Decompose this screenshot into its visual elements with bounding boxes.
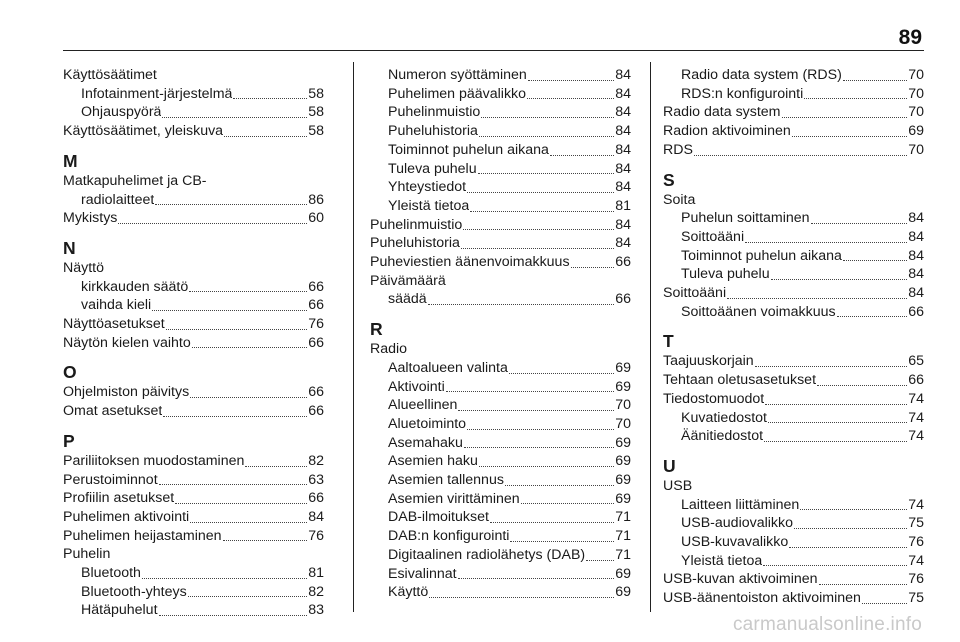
index-subentry[interactable] (370, 434, 631, 453)
dot-leader (771, 279, 908, 280)
entry-text: vaihda kieli (81, 297, 152, 314)
entry-text: Alueellinen (388, 397, 458, 414)
entry-text: Pariliitoksen muodostaminen (63, 452, 245, 469)
page-ref: 65 (908, 353, 924, 370)
dot-leader (586, 560, 614, 561)
page-ref: 70 (908, 67, 924, 83)
dot-leader (768, 422, 907, 423)
page-ref: 70 (908, 141, 924, 158)
page-ref: 76 (908, 534, 924, 551)
index-heading: USB (663, 477, 693, 494)
page-ref: 74 (908, 552, 924, 569)
page-ref: 76 (308, 316, 324, 333)
index-entry[interactable] (63, 527, 324, 546)
index-heading: Käyttösäätimet (63, 67, 157, 83)
index-subentry[interactable] (663, 66, 924, 85)
index-letter-heading: M (63, 150, 78, 171)
index-entry[interactable] (63, 122, 324, 141)
entry-text: Tuleva puhelu (681, 266, 770, 283)
entry-text: Puhelimen aktivointi (63, 508, 190, 525)
index-subentry[interactable] (663, 427, 924, 446)
page-ref: 71 (615, 546, 631, 563)
index-letter-heading: P (63, 430, 75, 451)
dot-leader (159, 615, 308, 616)
dot-leader (162, 117, 307, 118)
entry-text: Omat asetukset (63, 403, 163, 420)
entry-text: säädä (388, 291, 427, 308)
entry-text: Puheluhistoria (370, 235, 460, 252)
index-letter-heading: T (663, 331, 674, 352)
dot-leader (843, 80, 907, 81)
dot-leader (490, 522, 614, 523)
dot-leader (509, 373, 614, 374)
page-ref: 84 (908, 266, 924, 283)
entry-text: USB-äänentoiston aktivoiminen (663, 590, 861, 607)
entry-text: Asemien tallennus (388, 472, 504, 489)
page-ref: 84 (615, 67, 631, 83)
page-ref: 75 (908, 515, 924, 532)
entry-text: Bluetooth (81, 565, 141, 582)
dot-leader (163, 416, 307, 417)
entry-text: Perustoiminnot (63, 471, 158, 488)
dot-leader (175, 503, 307, 504)
watermark: carmanualsonline.info (732, 614, 922, 635)
entry-text: Yhteystiedot (388, 179, 467, 196)
index-subentry[interactable] (63, 296, 324, 315)
entry-text: Digitaalinen radiolähetys (DAB) (388, 546, 586, 563)
page-ref: 81 (615, 197, 631, 214)
dot-leader (461, 248, 614, 249)
index-subentry[interactable] (370, 160, 631, 179)
page-ref: 69 (615, 490, 631, 507)
index-subentry[interactable] (370, 527, 631, 546)
page-ref: 84 (615, 123, 631, 140)
entry-text: Radio data system (663, 104, 781, 121)
entry-text: radiolaitteet (81, 191, 155, 208)
index-subentry[interactable] (663, 514, 924, 533)
index-subentry[interactable] (663, 409, 924, 428)
page-ref: 84 (615, 104, 631, 121)
page-ref: 82 (308, 452, 324, 469)
dot-leader (190, 397, 307, 398)
entry-text: Soittoäänen voimakkuus (681, 303, 836, 320)
entry-text: Hätäpuhelut (81, 602, 158, 619)
page-number: 89 (898, 26, 922, 49)
dot-leader (155, 204, 307, 205)
index-subentry[interactable] (663, 85, 924, 104)
index-letter-heading: O (63, 362, 77, 383)
entry-text: Bluetooth-yhteys (81, 583, 187, 600)
page-ref: 84 (615, 85, 631, 102)
dot-leader (571, 267, 615, 268)
entry-text: Puheviestien äänenvoimakkuus (370, 254, 570, 271)
dot-leader (862, 603, 907, 604)
index-subentry[interactable] (370, 415, 631, 434)
page-ref: 84 (615, 216, 631, 233)
entry-text: Puhelinmuistio (388, 104, 481, 121)
page-ref: 75 (908, 590, 924, 607)
page-ref: 69 (615, 359, 631, 376)
entry-text: Aluetoiminto (388, 415, 467, 432)
entry-text: Soittoääni (681, 228, 745, 245)
dot-leader (233, 98, 307, 99)
dot-leader (764, 441, 907, 442)
index-column-3 (663, 66, 924, 608)
index-subentry[interactable] (63, 601, 324, 620)
index-subentry[interactable] (663, 265, 924, 284)
page-ref: 66 (308, 490, 324, 507)
dot-leader (817, 385, 907, 386)
dot-leader (188, 596, 308, 597)
page-ref: 66 (615, 254, 631, 271)
page-ref: 69 (615, 378, 631, 395)
entry-text: Profiilin asetukset (63, 490, 175, 507)
index-subentry[interactable] (63, 278, 324, 297)
index-entry[interactable] (663, 141, 924, 160)
index-subentry[interactable] (370, 359, 631, 378)
page-ref: 84 (308, 508, 324, 525)
entry-text: Tehtaan oletusasetukset (663, 372, 817, 389)
index-subentry[interactable] (663, 247, 924, 266)
entry-text: Käyttösäätimet, yleiskuva (63, 123, 224, 140)
dot-leader (118, 223, 307, 224)
page-ref: 74 (908, 496, 924, 513)
entry-text: Asemien virittäminen (388, 490, 520, 507)
dot-leader (765, 404, 907, 405)
index-heading: Näyttö (63, 259, 105, 276)
page-ref: 58 (308, 104, 324, 121)
page-ref: 63 (308, 471, 324, 488)
dot-leader (794, 528, 907, 529)
entry-text: Radion aktivoiminen (663, 123, 791, 140)
entry-text: DAB:n konfigurointi (388, 528, 510, 545)
entry-text: Puheluhistoria (388, 123, 478, 140)
index-subentry[interactable] (370, 85, 631, 104)
page-ref: 84 (615, 235, 631, 252)
index-subentry[interactable] (370, 565, 631, 584)
index-subentry[interactable] (63, 583, 324, 602)
index-heading: Puhelin (63, 546, 111, 563)
dot-leader (792, 136, 907, 137)
page-ref: 69 (615, 584, 631, 601)
index-entry[interactable] (63, 315, 324, 334)
index-entry[interactable] (663, 103, 924, 122)
dot-leader (467, 192, 614, 193)
dot-leader (528, 80, 614, 81)
dot-leader (800, 509, 907, 510)
index-subentry[interactable] (370, 583, 631, 602)
dot-leader (190, 522, 307, 523)
page-ref: 70 (908, 104, 924, 121)
index-entry[interactable] (63, 334, 324, 353)
entry-text: Ohjauspyörä (81, 104, 162, 121)
index-entry[interactable] (370, 234, 631, 253)
index-subentry[interactable] (370, 103, 631, 122)
page-ref: 83 (308, 602, 324, 619)
page-ref: 74 (908, 409, 924, 426)
page-ref: 84 (615, 179, 631, 196)
page-ref: 66 (308, 278, 324, 295)
dot-leader (819, 584, 908, 585)
index-entry[interactable] (63, 471, 324, 490)
index-heading: Radio (370, 341, 408, 358)
entry-text: Numeron syöttäminen (388, 67, 527, 83)
column-divider (353, 62, 354, 612)
index-subentry[interactable] (663, 533, 924, 552)
entry-text: Soittoääni (663, 285, 727, 302)
index-subentry[interactable] (370, 197, 631, 216)
index-entry[interactable] (663, 284, 924, 303)
entry-text: Infotainment-järjestelmä (81, 85, 233, 102)
entry-text: USB-kuvan aktivoiminen (663, 571, 818, 588)
index-heading: Soita (663, 191, 696, 208)
dot-leader (521, 503, 615, 504)
page-ref: 66 (908, 372, 924, 389)
entry-text: Ohjelmiston päivitys (63, 384, 190, 401)
entry-text: Puhelinmuistio (370, 216, 463, 233)
dot-leader (782, 117, 908, 118)
index-entry[interactable] (663, 589, 924, 608)
index-entry[interactable] (63, 402, 324, 421)
index-letter-heading: N (63, 237, 76, 258)
entry-text: Radio data system (RDS) (681, 67, 842, 83)
page-ref: 60 (308, 210, 324, 227)
dot-leader (745, 242, 907, 243)
entry-text: Kuvatiedostot (681, 409, 767, 426)
index-subentry[interactable] (370, 508, 631, 527)
page-ref: 66 (308, 403, 324, 420)
index-entry[interactable] (63, 489, 324, 508)
index-subentry[interactable] (63, 85, 324, 104)
index-entry[interactable] (63, 508, 324, 527)
dot-leader (527, 98, 614, 99)
page-ref: 71 (615, 528, 631, 545)
page-ref: 66 (615, 291, 631, 308)
entry-text: Tuleva puhelu (388, 160, 477, 177)
dot-leader (429, 597, 614, 598)
index-entry[interactable] (663, 352, 924, 371)
entry-text: Puhelun soittaminen (681, 210, 810, 227)
index-subentry[interactable] (370, 141, 631, 160)
dot-leader (470, 211, 614, 212)
page-ref: 74 (908, 390, 924, 407)
page-ref: 66 (308, 384, 324, 401)
index-entry[interactable] (663, 390, 924, 409)
entry-text: Laitteen liittäminen (681, 496, 800, 513)
entry-text: Toiminnot puhelun aikana (388, 141, 549, 158)
dot-leader (550, 155, 614, 156)
index-entry[interactable] (663, 371, 924, 390)
entry-text: Aaltoalueen valinta (388, 359, 508, 376)
page-ref: 66 (308, 334, 324, 351)
index-entry[interactable] (663, 122, 924, 141)
index-entry[interactable] (63, 209, 324, 228)
page-ref: 71 (615, 509, 631, 526)
dot-leader (224, 136, 307, 137)
index-subentry[interactable] (63, 564, 324, 583)
entry-text: Mykistys (63, 210, 118, 227)
dot-leader (189, 291, 307, 292)
dot-leader (166, 329, 307, 330)
page-ref: 69 (615, 472, 631, 489)
page-ref: 84 (908, 228, 924, 245)
dot-leader (478, 173, 615, 174)
page-ref: 84 (908, 285, 924, 302)
index-subentry[interactable] (63, 103, 324, 122)
dot-leader (192, 347, 307, 348)
dot-leader (837, 316, 908, 317)
index-entry[interactable] (663, 570, 924, 589)
page-ref: 70 (908, 85, 924, 102)
index-letter-heading: R (370, 319, 383, 340)
index-subentry[interactable] (663, 552, 924, 571)
index-column-2 (370, 66, 631, 602)
page-ref: 70 (615, 397, 631, 414)
page-ref: 58 (308, 123, 324, 140)
dot-leader (804, 98, 907, 99)
index-column-1 (63, 66, 324, 620)
dot-leader (458, 578, 615, 579)
page-ref: 76 (308, 527, 324, 544)
page-ref: 69 (615, 453, 631, 470)
index-subentry[interactable] (63, 191, 324, 210)
page-ref: 84 (908, 247, 924, 264)
dot-leader (843, 260, 907, 261)
column-divider (650, 62, 651, 612)
dot-leader (789, 547, 907, 548)
dot-leader (464, 447, 614, 448)
entry-text: Yleistä tietoa (681, 552, 763, 569)
dot-leader (755, 366, 908, 367)
page-ref: 74 (908, 428, 924, 445)
dot-leader (505, 485, 614, 486)
entry-text: USB-audiovalikko (681, 515, 793, 532)
dot-leader (446, 391, 614, 392)
page-ref: 84 (615, 160, 631, 177)
index-subentry[interactable] (663, 209, 924, 228)
index-entry[interactable] (63, 383, 324, 402)
page-ref: 82 (308, 583, 324, 600)
page-ref: 66 (308, 297, 324, 314)
entry-text: RDS (663, 141, 693, 158)
index-entry[interactable] (370, 216, 631, 235)
dot-leader (479, 136, 614, 137)
page-ref: 58 (308, 85, 324, 102)
dot-leader (142, 578, 307, 579)
entry-text: Näyttöasetukset (63, 316, 165, 333)
index-subentry[interactable] (663, 228, 924, 247)
index-subentry[interactable] (370, 290, 631, 309)
dot-leader (223, 540, 308, 541)
index-subentry[interactable] (370, 178, 631, 197)
entry-text: Näytön kielen vaihto (63, 334, 191, 351)
page-ref: 84 (615, 141, 631, 158)
entry-text: Yleistä tietoa (388, 197, 470, 214)
entry-text: RDS:n konfigurointi (681, 85, 804, 102)
index-subentry[interactable] (663, 496, 924, 515)
entry-text: Asemahaku (388, 434, 463, 451)
dot-leader (245, 466, 307, 467)
dot-leader (152, 310, 307, 311)
index-subentry[interactable] (370, 122, 631, 141)
entry-text: Toiminnot puhelun aikana (681, 247, 842, 264)
dot-leader (510, 541, 614, 542)
dot-leader (727, 298, 907, 299)
entry-text: Puhelimen päävalikko (388, 85, 527, 102)
page-ref: 69 (908, 123, 924, 140)
index-entry[interactable] (370, 253, 631, 272)
entry-text: Käyttö (388, 584, 429, 601)
entry-text: Taajuuskorjain (663, 353, 754, 370)
entry-text: Asemien haku (388, 453, 478, 470)
dot-leader (463, 229, 614, 230)
entry-text: Esivalinnat (388, 565, 457, 582)
page-ref: 70 (615, 415, 631, 432)
dot-leader (763, 565, 907, 566)
header-rule (63, 50, 924, 51)
dot-leader (428, 304, 615, 305)
index-subentry[interactable] (370, 471, 631, 490)
index-subentry[interactable] (370, 66, 631, 85)
page-ref: 84 (908, 210, 924, 227)
index-subentry[interactable] (370, 452, 631, 471)
page-ref: 69 (615, 565, 631, 582)
entry-text: Tiedostomuodot (663, 390, 765, 407)
index-heading: Matkapuhelimet ja CB- (63, 172, 207, 189)
index-subentry[interactable] (663, 303, 924, 322)
entry-text: DAB-ilmoitukset (388, 509, 489, 526)
index-entry[interactable] (63, 452, 324, 471)
dot-leader (481, 117, 614, 118)
index-subentry[interactable] (370, 546, 631, 565)
index-heading: Päivämäärä (370, 272, 446, 289)
page-ref: 86 (308, 191, 324, 208)
dot-leader (458, 410, 614, 411)
entry-text: USB-kuvavalikko (681, 534, 789, 551)
entry-text: Aktivointi (388, 378, 445, 395)
index-subentry[interactable] (370, 396, 631, 415)
page-ref: 81 (308, 565, 324, 582)
entry-text: Puhelimen heijastaminen (63, 527, 222, 544)
index-subentry[interactable] (370, 490, 631, 509)
page-ref: 66 (908, 303, 924, 320)
dot-leader (811, 223, 908, 224)
page-ref: 76 (908, 571, 924, 588)
dot-leader (159, 484, 308, 485)
index-letter-heading: U (663, 455, 676, 476)
page-ref: 69 (615, 434, 631, 451)
entry-text: kirkkauden säätö (81, 278, 189, 295)
index-letter-heading: S (663, 169, 675, 190)
index-subentry[interactable] (370, 378, 631, 397)
dot-leader (479, 466, 614, 467)
entry-text: Äänitiedostot (681, 428, 764, 445)
dot-leader (694, 155, 907, 156)
dot-leader (467, 429, 614, 430)
